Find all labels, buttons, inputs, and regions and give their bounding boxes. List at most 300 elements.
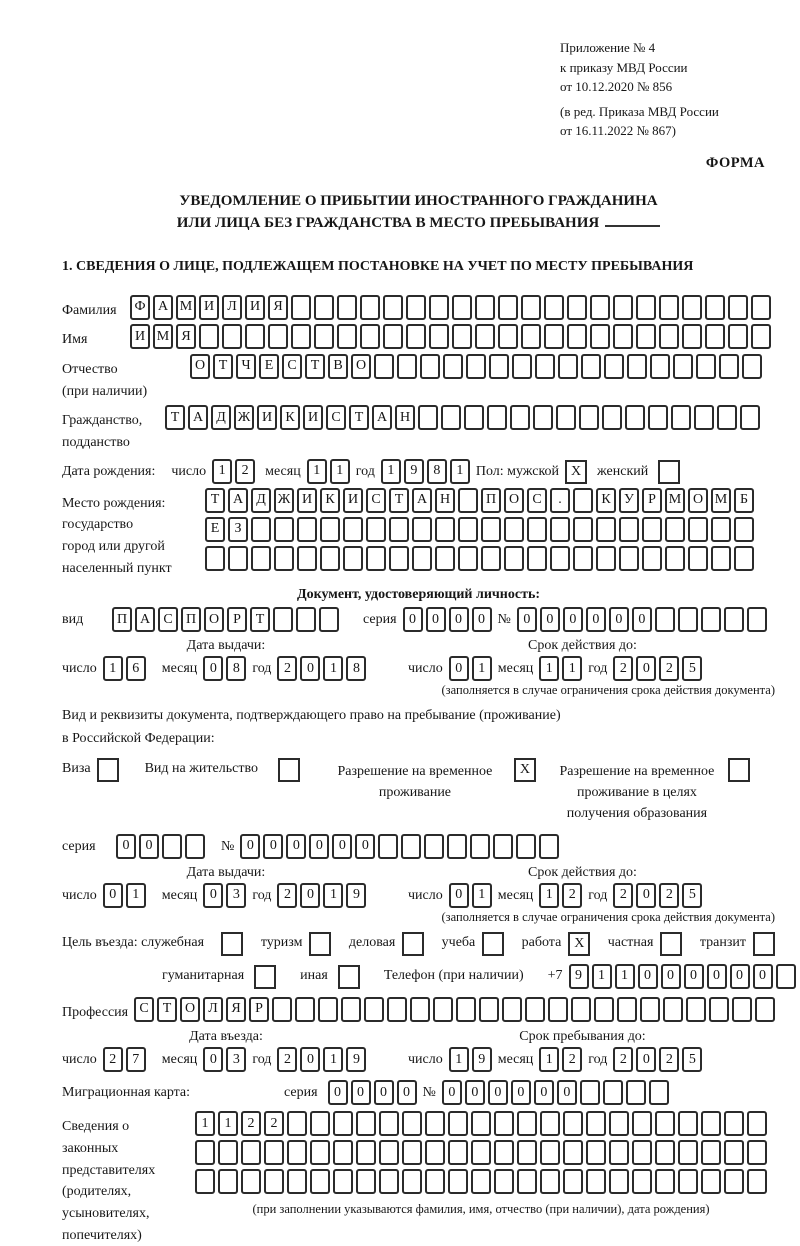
char-box[interactable]: 0 [300, 883, 320, 908]
char-box[interactable] [401, 834, 421, 859]
char-box[interactable] [251, 546, 271, 571]
char-box[interactable] [602, 405, 622, 430]
char-box[interactable] [563, 1140, 583, 1165]
char-box[interactable] [701, 1140, 721, 1165]
char-box[interactable] [218, 1169, 238, 1194]
char-box[interactable]: 9 [346, 1047, 366, 1072]
char-box[interactable]: 0 [661, 964, 681, 989]
char-box[interactable] [525, 997, 545, 1022]
char-box[interactable] [636, 324, 656, 349]
char-box[interactable]: 1 [126, 883, 146, 908]
char-box[interactable] [441, 405, 461, 430]
char-box[interactable]: 1 [539, 883, 559, 908]
char-box[interactable]: 0 [139, 834, 159, 859]
char-box[interactable] [682, 324, 702, 349]
char-box[interactable] [751, 295, 771, 320]
char-box[interactable]: Е [259, 354, 279, 379]
char-box[interactable] [228, 546, 248, 571]
char-box[interactable] [314, 324, 334, 349]
char-box[interactable]: Т [250, 607, 270, 632]
char-box[interactable]: 9 [472, 1047, 492, 1072]
char-box[interactable]: А [188, 405, 208, 430]
char-box[interactable] [389, 546, 409, 571]
char-box[interactable]: 2 [613, 1047, 633, 1072]
char-box[interactable] [594, 997, 614, 1022]
char-box[interactable]: М [153, 324, 173, 349]
char-box[interactable]: И [199, 295, 219, 320]
char-box[interactable] [443, 354, 463, 379]
char-box[interactable] [734, 517, 754, 542]
char-box[interactable]: 1 [449, 1047, 469, 1072]
char-box[interactable] [162, 834, 182, 859]
char-box[interactable]: 0 [355, 834, 375, 859]
char-box[interactable]: 2 [562, 883, 582, 908]
char-box[interactable] [448, 1169, 468, 1194]
char-box[interactable]: 0 [636, 656, 656, 681]
char-box[interactable] [636, 295, 656, 320]
char-box[interactable] [747, 1111, 767, 1136]
char-box[interactable]: 0 [449, 656, 469, 681]
char-box[interactable]: . [550, 488, 570, 513]
char-box[interactable] [596, 517, 616, 542]
char-box[interactable] [291, 324, 311, 349]
char-box[interactable] [199, 324, 219, 349]
char-box[interactable] [448, 1140, 468, 1165]
char-box[interactable]: 0 [449, 607, 469, 632]
char-box[interactable] [458, 488, 478, 513]
char-box[interactable] [274, 517, 294, 542]
char-box[interactable] [397, 354, 417, 379]
char-box[interactable] [360, 324, 380, 349]
char-box[interactable] [295, 997, 315, 1022]
char-box[interactable]: 0 [403, 607, 423, 632]
char-box[interactable] [502, 997, 522, 1022]
sex-male-checkbox[interactable]: X [565, 460, 587, 484]
char-box[interactable]: 8 [346, 656, 366, 681]
char-box[interactable]: 0 [730, 964, 750, 989]
char-box[interactable]: А [153, 295, 173, 320]
char-box[interactable] [314, 295, 334, 320]
char-box[interactable] [686, 997, 706, 1022]
char-box[interactable]: А [372, 405, 392, 430]
char-box[interactable] [533, 405, 553, 430]
char-box[interactable]: 2 [659, 883, 679, 908]
char-box[interactable] [642, 517, 662, 542]
char-box[interactable]: 0 [632, 607, 652, 632]
char-box[interactable]: 0 [638, 964, 658, 989]
char-box[interactable]: Т [157, 997, 177, 1022]
char-box[interactable]: Я [176, 324, 196, 349]
char-box[interactable] [728, 295, 748, 320]
char-box[interactable] [724, 1140, 744, 1165]
char-box[interactable] [579, 405, 599, 430]
char-box[interactable] [287, 1140, 307, 1165]
char-box[interactable] [603, 1080, 623, 1105]
char-box[interactable] [705, 324, 725, 349]
char-box[interactable]: 1 [562, 656, 582, 681]
char-box[interactable] [493, 834, 513, 859]
char-box[interactable] [319, 607, 339, 632]
char-box[interactable] [251, 517, 271, 542]
char-box[interactable] [379, 1140, 399, 1165]
purpose-business-checkbox[interactable] [402, 932, 424, 956]
char-box[interactable] [659, 295, 679, 320]
char-box[interactable] [406, 295, 426, 320]
purpose-humanitarian-checkbox[interactable] [254, 965, 276, 989]
char-box[interactable] [740, 405, 760, 430]
char-box[interactable] [471, 1140, 491, 1165]
char-box[interactable] [494, 1169, 514, 1194]
char-box[interactable]: 1 [472, 656, 492, 681]
char-box[interactable]: 0 [449, 883, 469, 908]
char-box[interactable] [471, 1111, 491, 1136]
char-box[interactable] [504, 546, 524, 571]
char-box[interactable] [617, 997, 637, 1022]
char-box[interactable] [494, 1140, 514, 1165]
char-box[interactable]: 0 [116, 834, 136, 859]
char-box[interactable]: 1 [323, 883, 343, 908]
char-box[interactable]: Т [165, 405, 185, 430]
char-box[interactable] [379, 1169, 399, 1194]
char-box[interactable] [632, 1140, 652, 1165]
char-box[interactable] [640, 997, 660, 1022]
char-box[interactable] [609, 1140, 629, 1165]
char-box[interactable] [218, 1140, 238, 1165]
char-box[interactable] [389, 517, 409, 542]
char-box[interactable]: 0 [472, 607, 492, 632]
char-box[interactable]: 2 [103, 1047, 123, 1072]
char-box[interactable] [648, 405, 668, 430]
char-box[interactable]: 1 [330, 459, 350, 484]
char-box[interactable] [489, 354, 509, 379]
char-box[interactable] [470, 834, 490, 859]
char-box[interactable]: Р [227, 607, 247, 632]
sex-female-checkbox[interactable] [658, 460, 680, 484]
char-box[interactable] [619, 517, 639, 542]
char-box[interactable] [540, 1169, 560, 1194]
char-box[interactable]: П [112, 607, 132, 632]
char-box[interactable]: 0 [609, 607, 629, 632]
char-box[interactable] [527, 517, 547, 542]
char-box[interactable]: 0 [753, 964, 773, 989]
char-box[interactable] [435, 546, 455, 571]
char-box[interactable]: 0 [426, 607, 446, 632]
char-box[interactable]: 9 [346, 883, 366, 908]
char-box[interactable]: 0 [309, 834, 329, 859]
char-box[interactable] [364, 997, 384, 1022]
char-box[interactable]: 2 [613, 656, 633, 681]
char-box[interactable]: 0 [511, 1080, 531, 1105]
char-box[interactable] [464, 405, 484, 430]
char-box[interactable] [466, 354, 486, 379]
char-box[interactable] [356, 1169, 376, 1194]
char-box[interactable] [688, 546, 708, 571]
char-box[interactable] [471, 1169, 491, 1194]
char-box[interactable] [665, 517, 685, 542]
char-box[interactable]: 1 [195, 1111, 215, 1136]
char-box[interactable] [310, 1140, 330, 1165]
char-box[interactable] [475, 295, 495, 320]
char-box[interactable] [366, 517, 386, 542]
char-box[interactable] [573, 546, 593, 571]
char-box[interactable] [632, 1111, 652, 1136]
char-box[interactable]: Т [389, 488, 409, 513]
char-box[interactable] [291, 295, 311, 320]
char-box[interactable] [688, 517, 708, 542]
char-box[interactable] [402, 1140, 422, 1165]
char-box[interactable]: И [303, 405, 323, 430]
char-box[interactable]: 0 [540, 607, 560, 632]
char-box[interactable]: 2 [659, 1047, 679, 1072]
char-box[interactable] [310, 1111, 330, 1136]
char-box[interactable]: 1 [539, 656, 559, 681]
purpose-work-checkbox[interactable]: X [568, 932, 590, 956]
char-box[interactable] [571, 997, 591, 1022]
char-box[interactable]: 2 [241, 1111, 261, 1136]
char-box[interactable] [563, 1111, 583, 1136]
char-box[interactable] [447, 834, 467, 859]
char-box[interactable] [717, 405, 737, 430]
char-box[interactable] [742, 354, 762, 379]
char-box[interactable]: О [180, 997, 200, 1022]
char-box[interactable] [429, 295, 449, 320]
char-box[interactable]: Н [435, 488, 455, 513]
char-box[interactable] [383, 295, 403, 320]
char-box[interactable]: И [130, 324, 150, 349]
blank-underline[interactable] [605, 213, 660, 227]
education-residence-checkbox[interactable] [728, 758, 750, 782]
char-box[interactable]: 0 [300, 1047, 320, 1072]
char-box[interactable]: 3 [226, 883, 246, 908]
char-box[interactable] [625, 405, 645, 430]
char-box[interactable]: 2 [562, 1047, 582, 1072]
char-box[interactable] [556, 405, 576, 430]
char-box[interactable] [678, 1111, 698, 1136]
char-box[interactable] [268, 324, 288, 349]
char-box[interactable]: 5 [682, 1047, 702, 1072]
purpose-official-checkbox[interactable] [221, 932, 243, 956]
char-box[interactable] [498, 295, 518, 320]
char-box[interactable] [544, 324, 564, 349]
char-box[interactable]: 9 [569, 964, 589, 989]
char-box[interactable] [609, 1111, 629, 1136]
char-box[interactable] [356, 1111, 376, 1136]
char-box[interactable] [425, 1169, 445, 1194]
char-box[interactable]: 1 [323, 656, 343, 681]
char-box[interactable]: С [134, 997, 154, 1022]
char-box[interactable]: 1 [381, 459, 401, 484]
purpose-other-checkbox[interactable] [338, 965, 360, 989]
char-box[interactable] [494, 1111, 514, 1136]
char-box[interactable] [424, 834, 444, 859]
char-box[interactable]: 0 [563, 607, 583, 632]
char-box[interactable]: 1 [103, 656, 123, 681]
char-box[interactable] [425, 1140, 445, 1165]
residence-permit-checkbox[interactable] [278, 758, 300, 782]
char-box[interactable] [420, 354, 440, 379]
char-box[interactable] [776, 964, 796, 989]
char-box[interactable] [406, 324, 426, 349]
char-box[interactable]: У [619, 488, 639, 513]
char-box[interactable] [747, 1140, 767, 1165]
char-box[interactable] [550, 546, 570, 571]
char-box[interactable] [379, 1111, 399, 1136]
char-box[interactable]: 2 [264, 1111, 284, 1136]
char-box[interactable]: Д [211, 405, 231, 430]
char-box[interactable] [387, 997, 407, 1022]
char-box[interactable]: И [297, 488, 317, 513]
char-box[interactable]: 2 [277, 1047, 297, 1072]
char-box[interactable] [272, 997, 292, 1022]
char-box[interactable] [504, 517, 524, 542]
char-box[interactable] [682, 295, 702, 320]
char-box[interactable]: Р [642, 488, 662, 513]
char-box[interactable]: О [504, 488, 524, 513]
char-box[interactable]: В [328, 354, 348, 379]
char-box[interactable] [673, 354, 693, 379]
char-box[interactable] [310, 1169, 330, 1194]
char-box[interactable]: П [481, 488, 501, 513]
char-box[interactable] [517, 1169, 537, 1194]
char-box[interactable] [366, 546, 386, 571]
char-box[interactable]: 0 [534, 1080, 554, 1105]
char-box[interactable]: С [366, 488, 386, 513]
char-box[interactable] [586, 1140, 606, 1165]
char-box[interactable]: 8 [226, 656, 246, 681]
char-box[interactable] [539, 834, 559, 859]
char-box[interactable] [383, 324, 403, 349]
char-box[interactable] [297, 546, 317, 571]
char-box[interactable] [517, 1111, 537, 1136]
char-box[interactable] [655, 607, 675, 632]
char-box[interactable] [412, 517, 432, 542]
char-box[interactable] [709, 997, 729, 1022]
char-box[interactable] [590, 295, 610, 320]
char-box[interactable]: Ж [274, 488, 294, 513]
char-box[interactable] [650, 354, 670, 379]
char-box[interactable]: 2 [659, 656, 679, 681]
char-box[interactable]: 0 [374, 1080, 394, 1105]
char-box[interactable] [412, 546, 432, 571]
char-box[interactable] [696, 354, 716, 379]
purpose-private-checkbox[interactable] [660, 932, 682, 956]
char-box[interactable]: Д [251, 488, 271, 513]
char-box[interactable]: О [351, 354, 371, 379]
char-box[interactable] [296, 607, 316, 632]
char-box[interactable] [512, 354, 532, 379]
char-box[interactable]: 1 [472, 883, 492, 908]
char-box[interactable] [747, 607, 767, 632]
char-box[interactable] [719, 354, 739, 379]
char-box[interactable]: К [320, 488, 340, 513]
char-box[interactable] [521, 295, 541, 320]
char-box[interactable] [343, 517, 363, 542]
char-box[interactable]: 3 [226, 1047, 246, 1072]
char-box[interactable]: А [135, 607, 155, 632]
char-box[interactable]: Е [205, 517, 225, 542]
char-box[interactable]: 5 [682, 656, 702, 681]
char-box[interactable] [205, 546, 225, 571]
char-box[interactable] [659, 324, 679, 349]
char-box[interactable] [333, 1169, 353, 1194]
char-box[interactable] [678, 1169, 698, 1194]
char-box[interactable] [609, 1169, 629, 1194]
char-box[interactable] [705, 295, 725, 320]
char-box[interactable]: Л [203, 997, 223, 1022]
char-box[interactable] [724, 607, 744, 632]
char-box[interactable]: 0 [286, 834, 306, 859]
char-box[interactable] [481, 546, 501, 571]
char-box[interactable] [320, 546, 340, 571]
char-box[interactable] [402, 1169, 422, 1194]
char-box[interactable] [632, 1169, 652, 1194]
char-box[interactable] [665, 546, 685, 571]
char-box[interactable] [558, 354, 578, 379]
char-box[interactable]: 0 [586, 607, 606, 632]
char-box[interactable] [694, 405, 714, 430]
char-box[interactable] [649, 1080, 669, 1105]
char-box[interactable]: 1 [539, 1047, 559, 1072]
char-box[interactable] [701, 1111, 721, 1136]
char-box[interactable] [516, 834, 536, 859]
purpose-transit-checkbox[interactable] [753, 932, 775, 956]
char-box[interactable] [755, 997, 775, 1022]
char-box[interactable]: Т [213, 354, 233, 379]
char-box[interactable] [527, 546, 547, 571]
char-box[interactable] [318, 997, 338, 1022]
char-box[interactable] [433, 997, 453, 1022]
char-box[interactable] [297, 517, 317, 542]
char-box[interactable]: Ч [236, 354, 256, 379]
char-box[interactable] [475, 324, 495, 349]
char-box[interactable] [724, 1169, 744, 1194]
char-box[interactable] [580, 1080, 600, 1105]
char-box[interactable]: З [228, 517, 248, 542]
char-box[interactable]: Ж [234, 405, 254, 430]
char-box[interactable]: 1 [592, 964, 612, 989]
char-box[interactable] [418, 405, 438, 430]
temporary-residence-checkbox[interactable]: X [514, 758, 536, 782]
char-box[interactable]: 0 [240, 834, 260, 859]
char-box[interactable]: 0 [636, 883, 656, 908]
char-box[interactable] [626, 1080, 646, 1105]
char-box[interactable] [378, 834, 398, 859]
char-box[interactable]: 0 [351, 1080, 371, 1105]
char-box[interactable] [452, 295, 472, 320]
char-box[interactable]: П [181, 607, 201, 632]
char-box[interactable]: М [711, 488, 731, 513]
char-box[interactable] [287, 1169, 307, 1194]
char-box[interactable]: 0 [397, 1080, 417, 1105]
char-box[interactable] [663, 997, 683, 1022]
char-box[interactable] [540, 1140, 560, 1165]
char-box[interactable] [655, 1169, 675, 1194]
char-box[interactable]: И [257, 405, 277, 430]
char-box[interactable]: К [596, 488, 616, 513]
char-box[interactable]: 1 [615, 964, 635, 989]
char-box[interactable]: А [412, 488, 432, 513]
char-box[interactable]: Т [349, 405, 369, 430]
char-box[interactable]: 6 [126, 656, 146, 681]
char-box[interactable]: Р [249, 997, 269, 1022]
char-box[interactable]: И [245, 295, 265, 320]
char-box[interactable] [734, 546, 754, 571]
char-box[interactable] [535, 354, 555, 379]
char-box[interactable]: 1 [323, 1047, 343, 1072]
char-box[interactable]: Я [268, 295, 288, 320]
char-box[interactable]: 0 [707, 964, 727, 989]
char-box[interactable]: А [228, 488, 248, 513]
